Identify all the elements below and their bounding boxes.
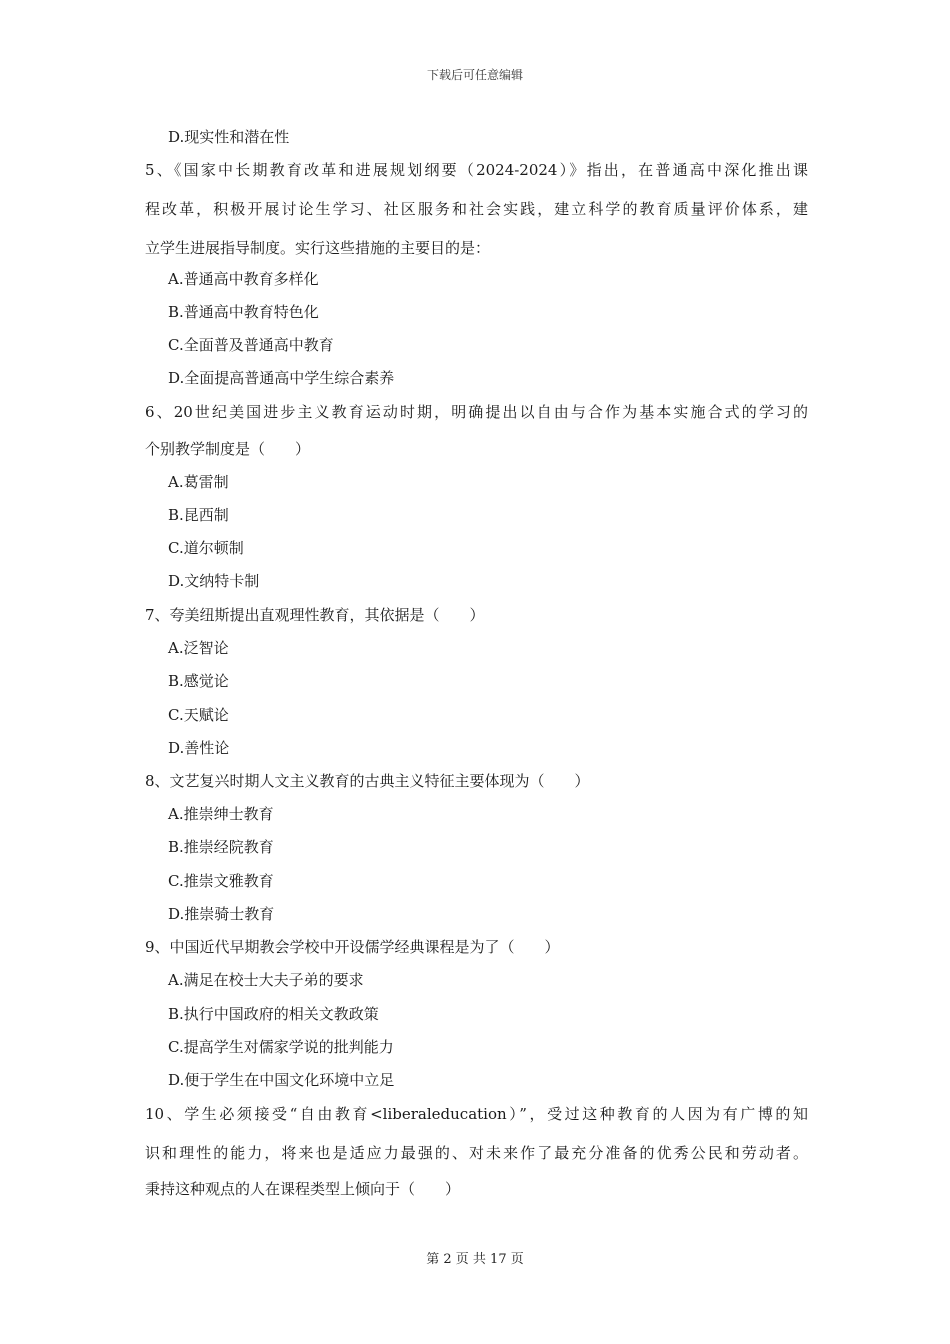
option-item: D.现实性和潜在性 [168,128,290,146]
option-item: A.推崇绅士教育 [168,805,274,823]
option-item: B.推崇经院教育 [168,838,274,856]
option-item: D.便于学生在中国文化环境中立足 [168,1071,395,1089]
question-text: 9、中国近代早期教会学校中开设儒学经典课程是为了（ ） [145,938,560,956]
question-text: 程改革，积极开展讨论生学习、社区服务和社会实践，建立科学的教育质量评价体系，建 [145,200,808,218]
question-text: 10、学生必须接受“自由教育<liberaleducation）”，受过这种教育的人因为有广博的知 [145,1105,808,1123]
question-text: 个别教学制度是（ ） [145,440,311,458]
question-text: 8、文艺复兴时期人文主义教育的古典主义特征主要体现为（ ） [145,772,590,790]
question-text: 7、夸美纽斯提出直观理性教育，其依据是（ ） [145,606,485,624]
option-item: C.推崇文雅教育 [168,872,274,890]
option-item: B.执行中国政府的相关文教政策 [168,1005,379,1023]
option-item: A.普通高中教育多样化 [168,270,319,288]
question-text: 秉持这种观点的人在课程类型上倾向于（ ） [145,1180,461,1198]
option-item: C.全面普及普通高中教育 [168,336,334,354]
option-item: D.全面提高普通高中学生综合素养 [168,369,395,387]
option-item: A.满足在校士大夫子弟的要求 [168,971,364,989]
option-item: C.道尔顿制 [168,539,244,557]
option-item: A.泛智论 [168,639,229,657]
option-item: B.感觉论 [168,672,229,690]
option-item: B.普通高中教育特色化 [168,303,319,321]
question-text: 6、20世纪美国进步主义教育运动时期，明确提出以自由与合作为基本实施合式的学习的 [145,403,808,421]
question-text: 5、《国家中长期教育改革和进展规划纲要（2024-2024）》指出，在普通高中深化推出课 [145,161,808,179]
page-header: 下载后可任意编辑 [426,68,523,82]
option-item: B.昆西制 [168,506,229,524]
page-footer: 第 2 页 共 17 页 [426,1252,524,1267]
option-item: C.天赋论 [168,706,229,724]
question-text: 识和理性的能力，将来也是适应力最强的、对未来作了最充分准备的优秀公民和劳动者。 [145,1144,808,1162]
option-item: D.善性论 [168,739,230,757]
question-text: 立学生进展指导制度。实行这些措施的主要目的是： [145,239,491,257]
option-item: D.文纳特卡制 [168,572,260,590]
option-item: D.推崇骑士教育 [168,905,275,923]
option-item: A.葛雷制 [168,473,229,491]
option-item: C.提高学生对儒家学说的批判能力 [168,1038,394,1056]
